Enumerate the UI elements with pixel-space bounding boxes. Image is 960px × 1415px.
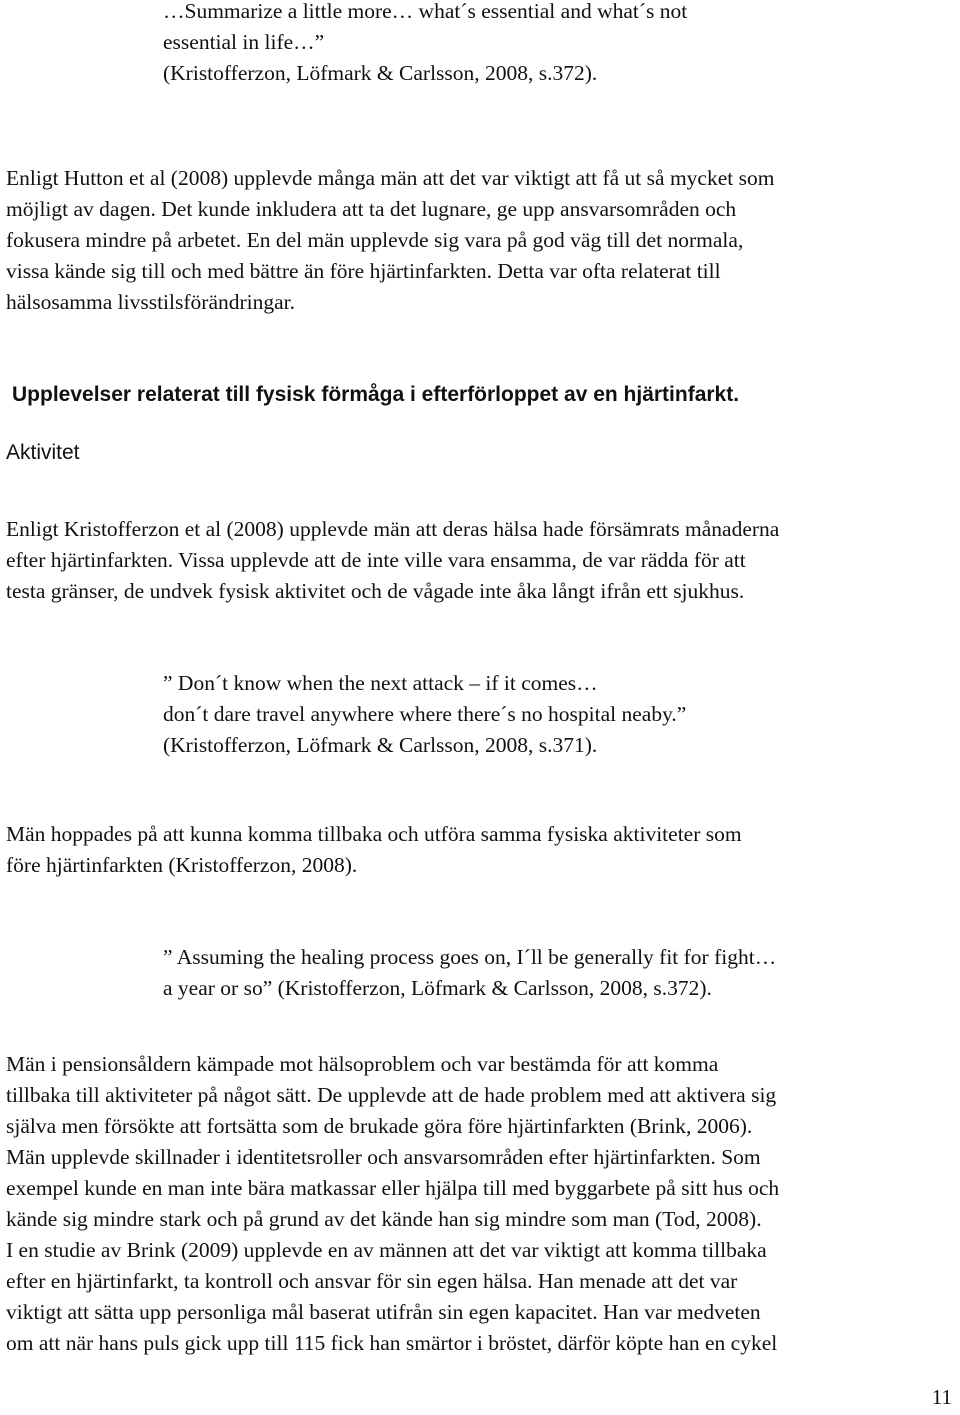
quote-line: a year or so” (Kristofferzon, Löfmark & Carlsson, 2008, s.372). [163,976,712,1000]
paragraph-line: möjligt av dagen. Det kunde inkludera att ta det lugnare, ge upp ansvarsområden och [6,197,737,221]
paragraph-line: om att när hans puls gick upp till 115 fick han smärtor i bröstet, därför köpte han en cykel [6,1331,778,1355]
paragraph-line: Enligt Hutton et al (2008) upplevde många män att det var viktigt att få ut så mycket som [6,166,775,190]
subheading: Aktivitet [6,441,80,464]
page-number: 11 [931,1385,952,1409]
paragraph-line: efter en hjärtinfarkt, ta kontroll och ansvar för sin egen hälsa. Han menade att det var [6,1269,738,1293]
paragraph-line: själva men försökte att fortsätta som de brukade göra före hjärtinfarkten (Brink, 2006). [6,1114,753,1138]
section-heading: Upplevelser relaterat till fysisk förmåga i efterförloppet av en hjärtinfarkt. [12,383,740,406]
quote-line: …Summarize a little more… what´s essential and what´s not [163,0,688,23]
quote-line: (Kristofferzon, Löfmark & Carlsson, 2008, s.372). [163,61,598,85]
paragraph-line: viktigt att sätta upp personliga mål baserat utifrån sin egen kapacitet. Han var medveten [6,1300,761,1324]
paragraph-line: kände sig mindre stark och på grund av det kände han sig mindre som man (Tod, 2008). [6,1207,762,1231]
paragraph-line: testa gränser, de undvek fysisk aktivitet och de vågade inte åka långt ifrån ett sjukhus. [6,579,745,603]
paragraph-line: Män i pensionsåldern kämpade mot hälsoproblem och var bestämda för att komma [6,1052,719,1076]
quote-line: ” Don´t know when the next attack – if it comes… [163,671,598,695]
paragraph-line: Enligt Kristofferzon et al (2008) upplevde män att deras hälsa hade försämrats månaderna [6,517,780,541]
paragraph-line: efter hjärtinfarkten. Vissa upplevde att de inte ville vara ensamma, de var rädda för att [6,548,746,572]
paragraph-line: hälsosamma livsstilsförändringar. [6,290,296,314]
paragraph-line: fokusera mindre på arbetet. En del män upplevde sig vara på god väg till det normala, [6,228,744,252]
paragraph-line: tillbaka till aktiviteter på något sätt. De upplevde att de hade problem med att aktivera sig [6,1083,777,1107]
quote-line: essential in life…” [163,30,325,54]
quote-line: (Kristofferzon, Löfmark & Carlsson, 2008, s.371). [163,733,598,757]
quote-line: don´t dare travel anywhere where there´s no hospital neaby.” [163,702,687,726]
paragraph-line: Män hoppades på att kunna komma tillbaka och utföra samma fysiska aktiviteter som [6,822,742,846]
quote-line: ” Assuming the healing process goes on, I´ll be generally fit for fight… [163,945,777,969]
paragraph-line: före hjärtinfarkten (Kristofferzon, 2008). [6,853,358,877]
paragraph-line: Män upplevde skillnader i identitetsroller och ansvarsområden efter hjärtinfarkten. Som [6,1145,761,1169]
paragraph-line: exempel kunde en man inte bära matkassar eller hjälpa till med byggarbete på sitt hus och [6,1176,780,1200]
paragraph-line: vissa kände sig till och med bättre än före hjärtinfarkten. Detta var ofta relaterat till [6,259,721,283]
paragraph-line: I en studie av Brink (2009) upplevde en av männen att det var viktigt att komma tillbaka [6,1238,767,1262]
